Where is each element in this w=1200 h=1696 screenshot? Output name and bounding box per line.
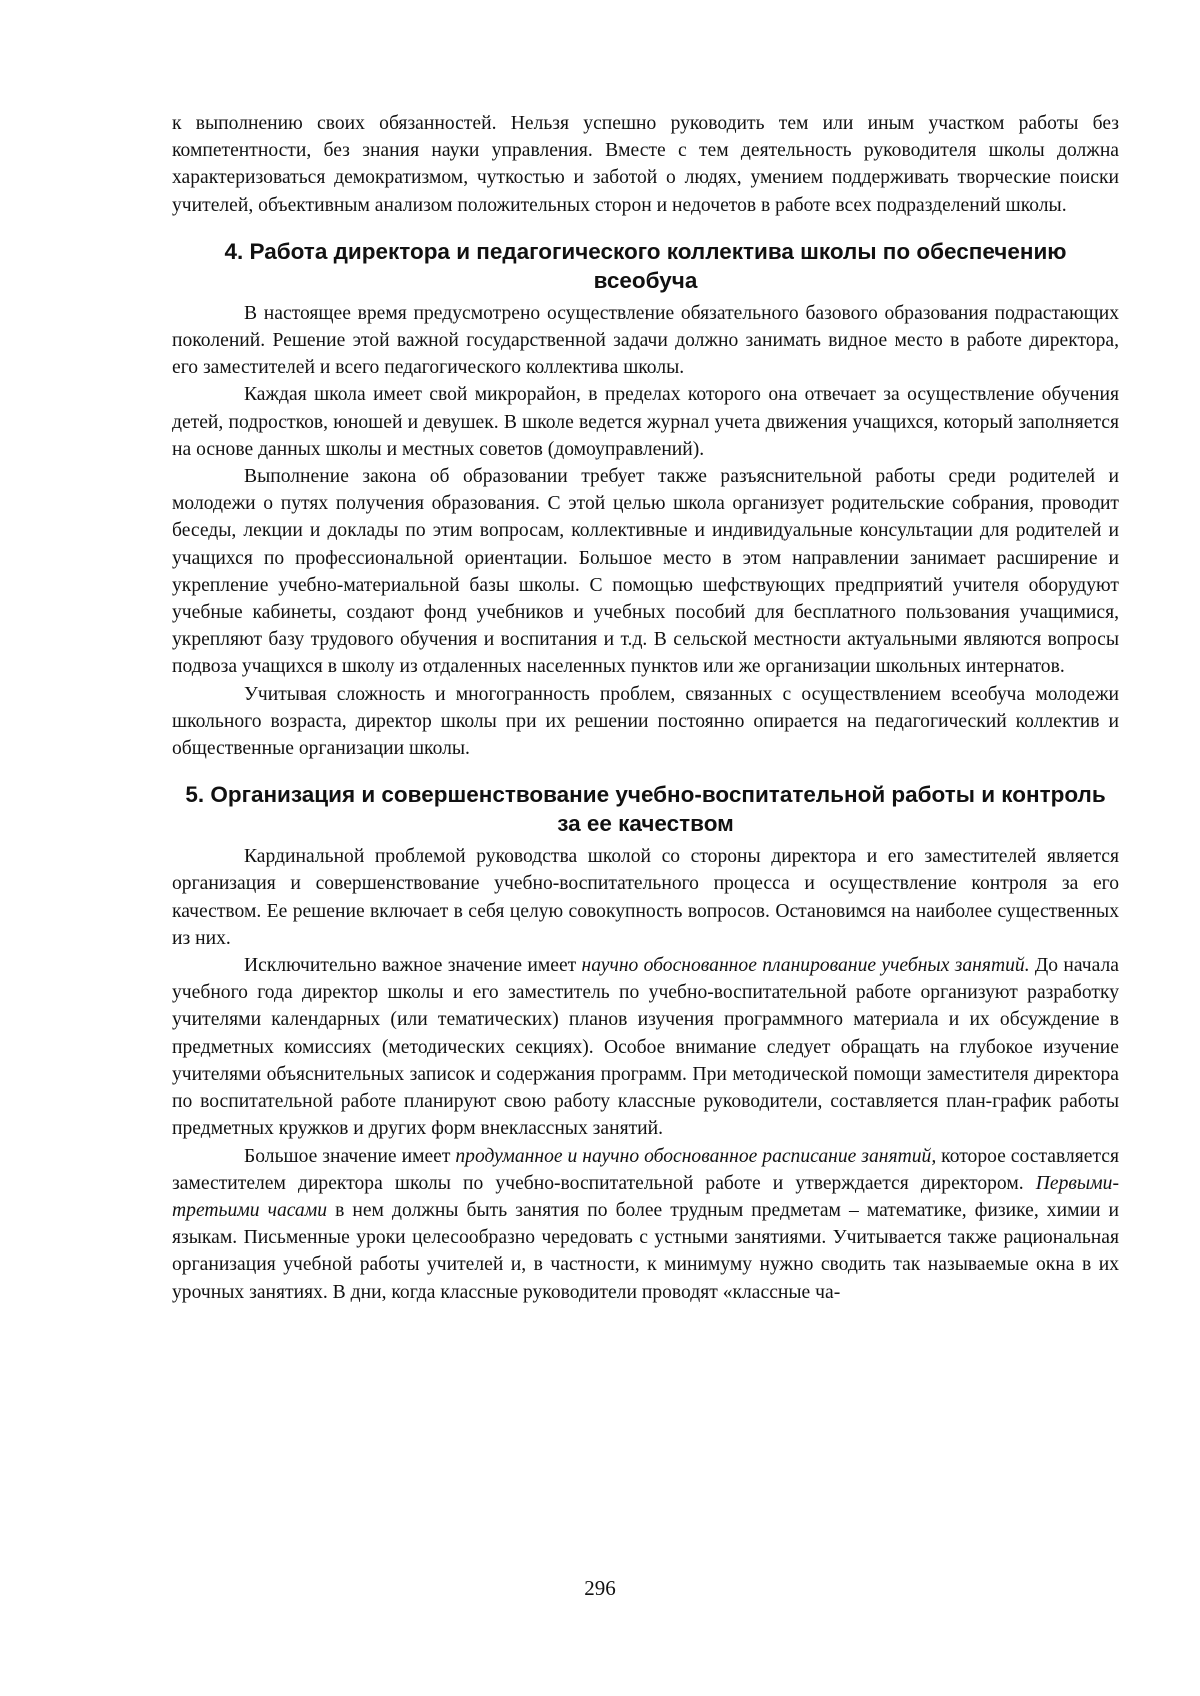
section-5-paragraph-2-rest: До начала учебного года директор школы и его заместитель по учебно-воспитательной работе организуют разработку учителями календарных (или тематических) планов изучения программного материала и их обсуждение в предметных комиссиях (методических секциях). Особое внимание следует обращать на глубокое изучение учителями объяснительных записок и содержания программ. При методической помощи заместителя директора по воспитательной работе планируют свою работу классные руководители, составляется план-график работы предметных кружков и других форм внеклассных занятий. — [172, 955, 1119, 1139]
section-5-paragraph-3-start: Большое значение имеет — [244, 1146, 455, 1167]
section-4-paragraph-4: Учитывая сложность и многогранность проблем, связанных с осуществлением всеобуча молодежи школьного возраста, директор школы при их решении постоянно опирается на педагогический коллектив и общественные организации школы. — [172, 681, 1119, 763]
section-5-paragraph-2-start: Исключительно важное значение имеет — [244, 955, 582, 976]
section-5-paragraph-2 — [172, 952, 1119, 1142]
section-5-paragraph-3-emphasis-1: продуманное и научно обоснованное расписание занятий, — [455, 1146, 936, 1167]
section-5-heading: 5. Организация и совершенствование учебно-воспитательной работы и контроль за ее качеством — [184, 780, 1107, 838]
section-4-paragraph-1: В настоящее время предусмотрено осуществление обязательного базового образования подрастающих поколений. Решение этой важной государственной задачи должно занимать видное место в работе директора, его заместителей и всего педагогического коллектива школы. — [172, 300, 1119, 382]
section-5-paragraph-3-middle: которое составляется заместителем директора школы по учебно-воспитательной работе и утверждается директором. — [172, 1146, 1119, 1194]
section-5-paragraph-3-rest: в нем должны быть занятия по более трудным предметам – математике, физике, химии и языкам. Письменные уроки целесообразно чередовать с устными занятиями. Учитывается также рациональная организация учебной работы учителей и, в частности, к минимуму нужно сводить так называемые окна в их урочных занятиях. В дни, когда классные руководители проводят «классные ча- — [172, 1200, 1119, 1303]
section-4-heading: 4. Работа директора и педагогического коллектива школы по обеспечению всеобуча — [184, 237, 1107, 295]
section-5-paragraph-1: Кардинальной проблемой руководства школой со стороны директора и его заместителей является организация и совершенствование учебно-воспитательного процесса и осуществление контроля за его качеством. Ее решение включает в себя целую совокупность вопросов. Остановимся на наиболее существенных из них. — [172, 843, 1119, 952]
section-5-paragraph-3-emphasis-2: Первыми-третьими часами — [172, 1173, 1119, 1221]
section-5-paragraph-3 — [172, 1143, 1119, 1306]
document-page — [0, 0, 1200, 1696]
section-4-paragraph-3: Выполнение закона об образовании требует также разъяснительной работы среди родителей и молодежи о путях получения образования. С этой целью школа организует родительские собрания, проводит беседы, лекции и доклады по этим вопросам, коллективные и индивидуальные консультации для родителей и учащихся по профессиональной ориентации. Большое место в этом направлении занимает расширение и укрепление учебно-материальной базы школы. С помощью шефствующих предприятий учителя оборудуют учебные кабинеты, создают фонд учебников и учебных пособий для бесплатного пользования учащимися, укрепляют базу трудового обучения и воспитания и т.д. В сельской местности актуальными являются вопросы подвоза учащихся в школу из отдаленных населенных пунктов или же организации школьных интернатов. — [172, 463, 1119, 681]
section-4-paragraph-2: Каждая школа имеет свой микрорайон, в пределах которого она отвечает за осуществление обучения детей, подростков, юношей и девушек. В школе ведется журнал учета движения учащихся, который заполняется на основе данных школы и местных советов (домоуправлений). — [172, 381, 1119, 463]
intro-paragraph: к выполнению своих обязанностей. Нельзя успешно руководить тем или иным участком работы без компетентности, без знания науки управления. Вместе с тем деятельность руководителя школы должна характеризоваться демократизмом, чуткостью и заботой о людях, умением поддерживать творческие поиски учителей, объективным анализом положительных сторон и недочетов в работе всех подразделений школы. — [172, 110, 1119, 219]
page-body — [172, 110, 1119, 1306]
section-5-paragraph-2-emphasis: научно обоснованное планирование учебных занятий. — [582, 955, 1030, 976]
page-number: 296 — [0, 1576, 1200, 1601]
